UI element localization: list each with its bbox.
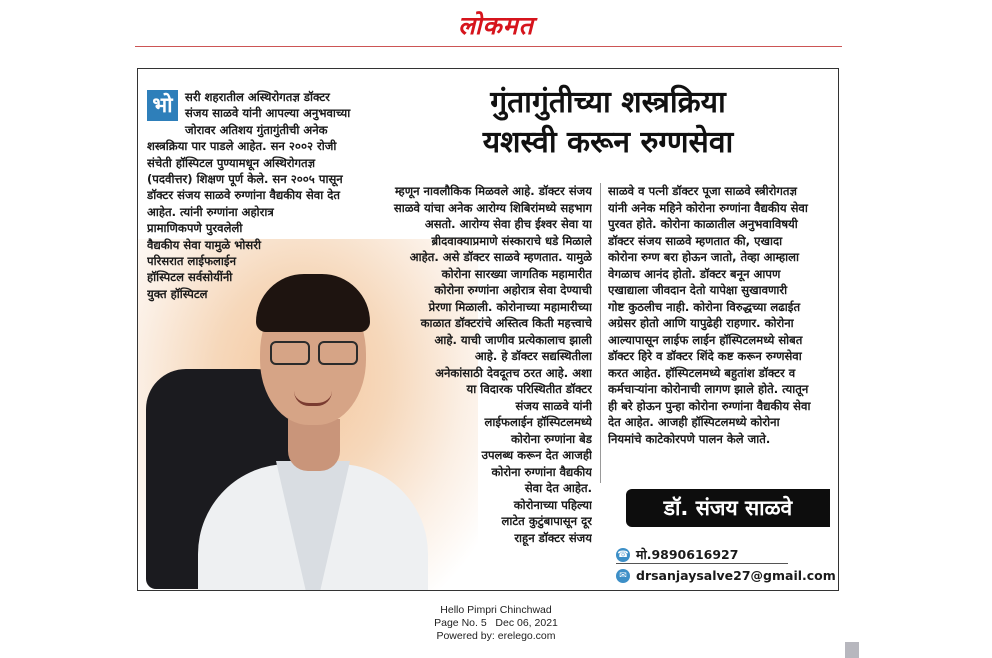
headline-line-1: गुंतागुंतीच्या शस्त्रक्रिया: [490, 85, 726, 120]
footer-powered-by: Powered by: erelego.com: [436, 630, 556, 642]
text-line: एखाद्याला जीवदान देतो यापेक्षा सुखावणारी: [608, 283, 788, 297]
text-line: आहेत. त्यांनी रुग्णांना अहोरात्र: [147, 204, 274, 219]
text-line: यांनी अनेक महिने कोरोना रुग्णांना वैद्यकीय सेवा: [608, 200, 808, 215]
column-divider: [600, 183, 601, 483]
text-line: संजय साळवे यांनी आपल्या अनुभवाच्या: [185, 106, 351, 121]
text-line: प्रेरणा मिळाली. कोरोनाच्या महामारीच्या: [428, 299, 592, 314]
text-line: वैद्यकीय सेवा यामुळे भोसरी: [147, 237, 261, 252]
text-line: असतो. आरोग्य सेवा हीच ईश्वर सेवा या: [424, 217, 592, 231]
text-line: कोरोना सारख्या जागतिक महामारीत: [441, 266, 592, 281]
text-line: कोरोनाच्या पहिल्या: [513, 497, 592, 512]
text-line: उपलब्ध करून देत आजही: [481, 448, 592, 462]
text-line: करत आहेत. हॉस्पिटलमध्ये बहुतांश डॉक्टर व: [608, 365, 796, 380]
text-line: प्रामाणिकपणे पुरवलेली: [147, 221, 243, 236]
text-line: राहून डॉक्टर संजय: [514, 530, 592, 545]
text-line: आहेत. असे डॉक्टर साळवे म्हणतात. यामुळे: [409, 250, 592, 264]
text-line: संजय साळवे यांनी: [515, 398, 592, 413]
text-line: हॉस्पिटल सर्वसोयींनी: [147, 270, 233, 285]
text-line: ब्रीदवाक्याप्रमाणे संस्काराचे धडे मिळाले: [431, 233, 592, 248]
glasses-graphic: [270, 341, 360, 363]
text-line: लाईफलाईन हॉस्पिटलमध्ये: [484, 415, 592, 429]
text-line: डॉक्टर संजय साळवे म्हणतात की, एखादा: [608, 233, 783, 248]
phone-icon: ☎: [617, 549, 629, 560]
text-line: युक्त हॉस्पिटल: [147, 286, 208, 301]
page-footer: [0, 604, 992, 643]
text-line: या विदारक परिस्थितीत डॉक्टर: [466, 382, 592, 396]
text-line: जोरावर अतिशय गुंतागुंतीची अनेक: [185, 122, 328, 137]
text-line: डॉक्टर संजय साळवे रुग्णांना वैद्यकीय सेवा देत: [147, 188, 341, 203]
headline: [388, 83, 828, 163]
text-line: सेवा देत आहेत.: [524, 481, 592, 495]
footer-page-date: Page No. 5 Dec 06, 2021: [434, 617, 558, 629]
text-line: वेगळाच आनंद होतो. डॉक्टर बनून आपण: [608, 266, 781, 281]
text-line: कोरोना रुग्णांना अहोरात्र सेवा देण्याची: [434, 283, 592, 297]
text-line: काळात डॉक्टरांचे अस्तित्व किती महत्त्वाचे: [420, 316, 592, 330]
text-line: लाटेत कुटुंबापासून दूर: [501, 514, 592, 528]
neck-graphic: [288, 419, 340, 471]
text-line: (पदवीत्तर) शिक्षण पूर्ण केले. सन २००५ पासून: [147, 172, 343, 187]
column-2-text: [378, 183, 592, 546]
phone-contact: [616, 546, 738, 563]
column-1-text: [147, 89, 383, 302]
newspaper-logo: लोकमत: [458, 11, 534, 40]
contact-underline: [616, 563, 788, 564]
email-icon: ✉: [616, 569, 630, 583]
text-line: शस्त्रक्रिया पार पाडले आहेत. सन २००२ रोजी: [147, 139, 337, 154]
text-line: आहे. हे डॉक्टर सद्यस्थितीला: [474, 349, 592, 363]
text-line: आल्यापासून लाईफ लाईन हॉस्पिटलमध्ये सोबत: [608, 332, 803, 347]
footer-publication: Hello Pimpri Chinchwad: [440, 604, 552, 616]
text-line: सरी शहरातील अस्थिरोगतज्ञ डॉक्टर: [185, 90, 330, 104]
text-line: परिसरात लाईफलाईन: [147, 254, 237, 269]
text-line: कर्मचाऱ्यांना कोरोनाची लागण झाले होते. त्यातून: [608, 382, 809, 396]
masthead-rule: [135, 46, 842, 47]
article-clipping: [137, 68, 839, 591]
text-line: देत आहेत. आजही हॉस्पिटलमध्ये कोरोना: [608, 415, 780, 429]
text-line: कोरोना रुग्ण बरा होऊन जातो, तेव्हा आम्हाला: [608, 250, 800, 264]
email-address: drsanjaysalve27@gmail.com: [636, 568, 836, 583]
text-line: डॉक्टर हिरे व डॉक्टर शिंदे कष्ट करून रुग्णसेवा: [608, 349, 802, 363]
text-line: साळवे यांचा अनेक आरोग्य शिबिरांमध्ये सहभाग: [393, 200, 592, 215]
text-line: अग्रेसर होतो आणि यापुढेही राहणार. कोरोना: [608, 316, 794, 330]
doctor-name-banner: डॉ. संजय साळवे: [626, 489, 830, 527]
corner-mark: [845, 642, 859, 658]
text-line: पुरवत होते. कोरोना काळातील अनुभवाविषयी: [608, 217, 798, 231]
text-line: अनेकांसाठी देवदूतच ठरत आहे. अशा: [435, 365, 592, 380]
text-line: कोरोना रुग्णांना बेड: [511, 431, 592, 446]
dropcap: भो: [147, 90, 178, 121]
headline-line-2: यशस्वी करून रुग्णसेवा: [482, 125, 734, 160]
text-line: संचेती हॉस्पिटल पुण्यामधून अस्थिरोगतज्ञ: [147, 155, 316, 170]
text-line: गोष्ट कुठलीच नाही. कोरोना विरुद्धच्या लढाईत: [608, 299, 801, 314]
email-contact: [616, 568, 836, 583]
text-line: आहे. याची जाणीव प्रत्येकालाच झाली: [434, 332, 592, 347]
text-line: साळवे व पत्नी डॉक्टर पूजा साळवे स्त्रीरोगतज्ञ: [608, 184, 797, 198]
column-3-text: [608, 183, 828, 447]
masthead: [0, 8, 992, 42]
text-line: म्हणून नावलौकिक मिळवले आहे. डॉक्टर संजय: [395, 184, 592, 198]
text-line: नियमांचे काटेकोरपणे पालन केले जाते.: [608, 431, 771, 446]
phone-number: मो.9890616927: [636, 547, 739, 562]
text-line: कोरोना रुग्णांना वैद्यकीय: [491, 464, 592, 479]
text-line: ही बरे होऊन पुन्हा कोरोना रुग्णांना वैद्यकीय सेवा: [608, 398, 811, 413]
